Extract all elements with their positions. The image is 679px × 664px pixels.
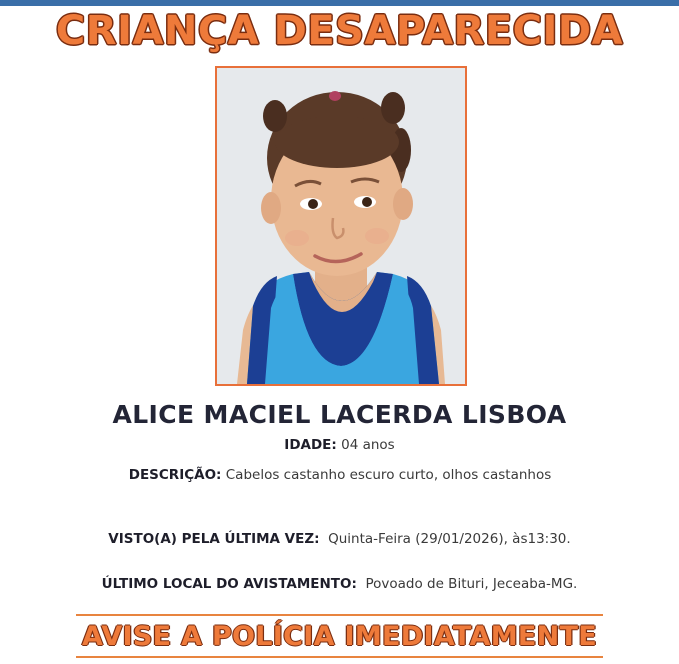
last-seen-label: VISTO(A) PELA ÚLTIMA VEZ: — [108, 531, 320, 547]
description-label: DESCRIÇÃO: — [128, 467, 222, 483]
last-location-value: Povoado de Bituri, Jeceaba-MG. — [365, 576, 578, 592]
child-photo-illustration — [217, 68, 465, 384]
last-location-row — [0, 576, 679, 592]
last-seen-value: Quinta-Feira (29/01/2026), às13:30. — [328, 531, 571, 547]
divider-bottom — [76, 656, 603, 658]
top-bar — [0, 0, 679, 6]
divider-top — [76, 614, 603, 616]
alert-banner: AVISE A POLÍCIA IMEDIATAMENTE — [81, 621, 598, 652]
description-value: Cabelos castanho escuro curto, olhos castanhos — [225, 467, 552, 483]
age-label: IDADE: — [284, 437, 337, 453]
age-value: 04 anos — [341, 437, 395, 453]
age-row — [0, 437, 679, 453]
description-row — [120, 466, 560, 485]
last-seen-row — [0, 531, 679, 547]
poster-headline: CRIANÇA DESAPARECIDA — [55, 8, 624, 54]
last-location-label: ÚLTIMO LOCAL DO AVISTAMENTO: — [101, 576, 357, 592]
child-photo — [215, 66, 467, 386]
child-name: ALICE MACIEL LACERDA LISBOA — [112, 400, 567, 429]
